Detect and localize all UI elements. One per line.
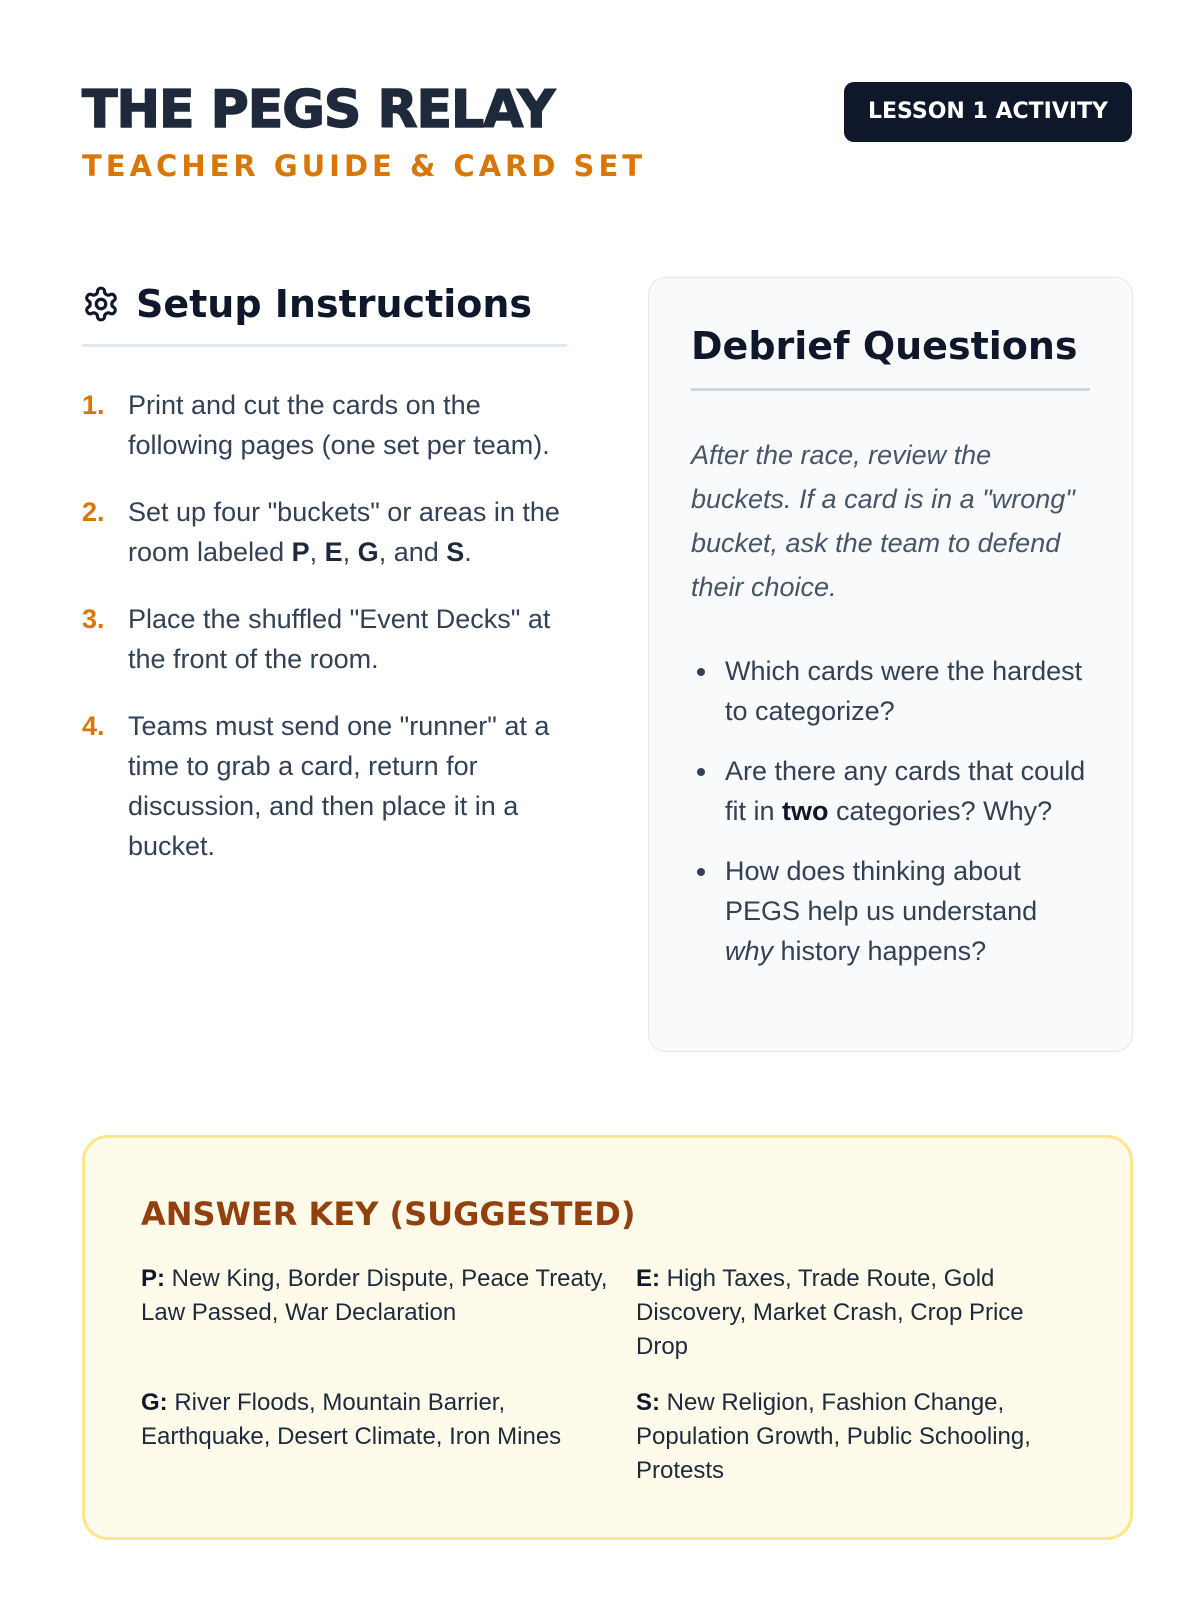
answer-social: S: New Religion, Fashion Change, Population Growth, Public Schooling, Protests	[636, 1389, 1031, 1484]
answer-political: P: New King, Border Dispute, Peace Treaty, Law Passed, War Declaration	[141, 1265, 608, 1326]
answer-economic: E: High Taxes, Trade Route, Gold Discovery, Market Crash, Crop Price Drop	[636, 1265, 1024, 1360]
gear-icon	[82, 285, 120, 323]
setup-steps	[82, 385, 567, 866]
setup-step-2	[82, 492, 567, 572]
step-number: 3.	[82, 604, 105, 634]
debrief-title: Debrief Questions	[691, 324, 1078, 368]
page-title: THE PEGS RELAY	[82, 80, 555, 140]
question-item	[691, 751, 1090, 831]
step-number: 4.	[82, 711, 105, 741]
debrief-divider	[691, 388, 1090, 391]
question-text: Which cards were the hardest to categorize?	[725, 656, 1083, 726]
debrief-intro: After the race, review the buckets. If a card is in a "wrong" bucket, ask the team to defend their choice.	[691, 440, 1075, 602]
setup-title: Setup Instructions	[136, 282, 533, 326]
lesson-badge: LESSON 1 ACTIVITY	[844, 82, 1132, 142]
setup-section	[82, 280, 567, 893]
page-header	[82, 80, 1132, 200]
bucket-label-e: E	[324, 537, 343, 567]
setup-step-3	[82, 599, 567, 679]
setup-heading	[82, 280, 567, 328]
answer-key-title: ANSWER KEY (SUGGESTED)	[141, 1195, 636, 1233]
step-number: 1.	[82, 390, 105, 420]
bucket-label-g: G	[357, 537, 379, 567]
step-text: Teams must send one "runner" at a time to grab a card, return for discussion, and then place it in a bucket.	[128, 711, 550, 861]
setup-divider	[82, 344, 567, 347]
bucket-label-p: P	[291, 537, 310, 567]
bullet-icon	[691, 851, 725, 971]
bullet-icon	[691, 751, 725, 831]
setup-step-4	[82, 706, 567, 866]
debrief-questions	[691, 651, 1090, 971]
question-text: How does thinking about PEGS help us understand why history happens?	[725, 856, 1038, 966]
step-number: 2.	[82, 497, 105, 527]
question-text: Are there any cards that could fit in two categories? Why?	[725, 756, 1086, 826]
page-subtitle: TEACHER GUIDE & CARD SET	[82, 149, 647, 183]
answer-key-panel	[82, 1135, 1133, 1540]
step-text: Set up four "buckets" or areas in the room labeled P, E, G, and S.	[128, 497, 560, 567]
bucket-label-s: S	[446, 537, 465, 567]
bullet-icon	[691, 651, 725, 731]
answer-geographic: G: River Floods, Mountain Barrier, Earthquake, Desert Climate, Iron Mines	[141, 1389, 562, 1450]
step-text: Place the shuffled "Event Decks" at the front of the room.	[128, 604, 551, 674]
debrief-card	[648, 277, 1133, 1052]
setup-step-1	[82, 385, 567, 465]
question-item	[691, 651, 1090, 731]
answer-key-grid	[141, 1262, 1074, 1488]
question-item	[691, 851, 1090, 971]
step-text: Print and cut the cards on the following pages (one set per team).	[128, 390, 550, 460]
